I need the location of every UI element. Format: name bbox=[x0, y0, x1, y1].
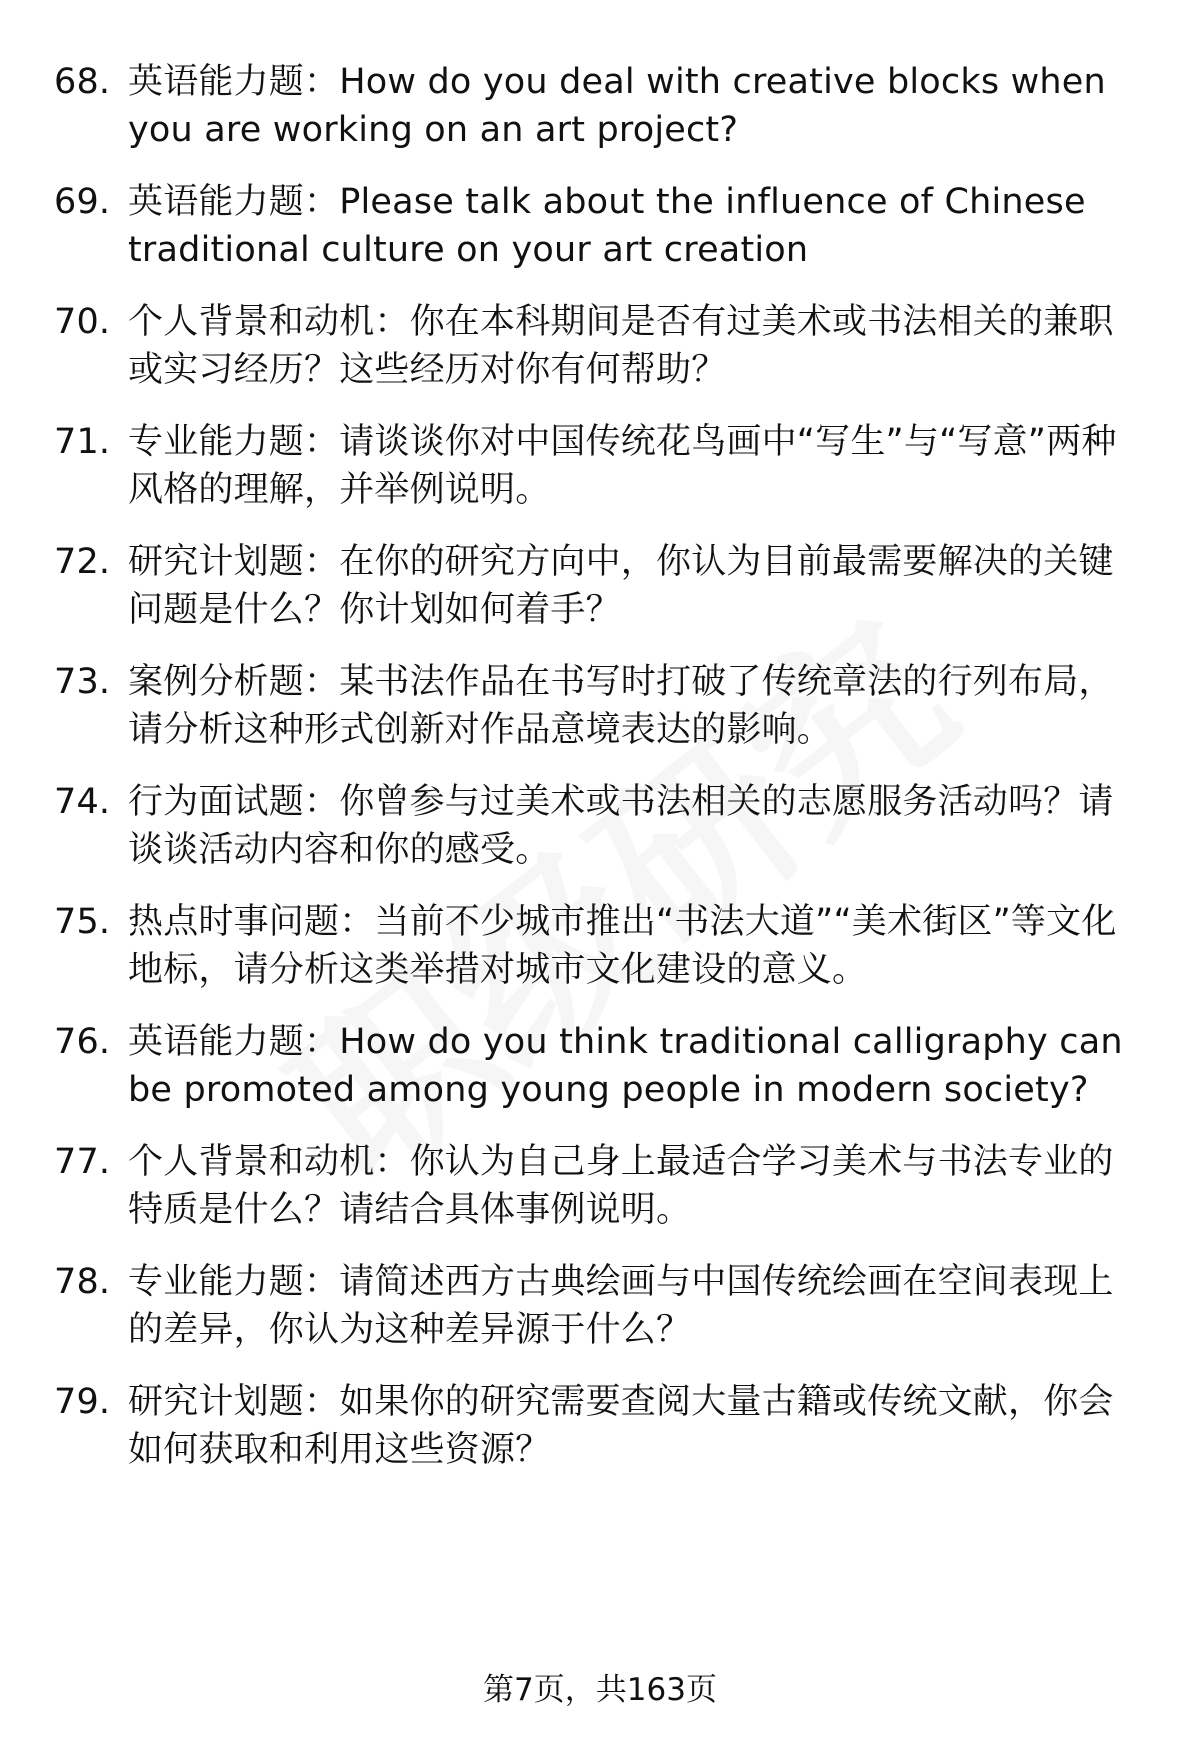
question-number: 76. bbox=[54, 1022, 111, 1062]
question-item bbox=[0, 58, 1200, 154]
question-item bbox=[0, 658, 1200, 754]
question-item bbox=[0, 178, 1200, 274]
question-number: 79. bbox=[54, 1382, 111, 1422]
page-footer bbox=[0, 1668, 1200, 1712]
question-item bbox=[0, 898, 1200, 994]
question-text: 研究计划题：如果你的研究需要查阅大量古籍或传统文献，你会如何获取和利用这些资源？ bbox=[128, 1382, 1114, 1470]
question-text: 研究计划题：在你的研究方向中，你认为目前最需要解决的关键问题是什么？你计划如何着手？ bbox=[128, 542, 1114, 630]
question-number: 69. bbox=[54, 182, 111, 222]
question-item bbox=[0, 778, 1200, 874]
question-number: 68. bbox=[54, 62, 111, 102]
question-item bbox=[0, 1258, 1200, 1354]
question-text: 个人背景和动机：你在本科期间是否有过美术或书法相关的兼职或实习经历？这些经历对你有何帮助？ bbox=[128, 302, 1114, 390]
question-text: 个人背景和动机：你认为自己身上最适合学习美术与书法专业的特质是什么？请结合具体事例说明。 bbox=[128, 1142, 1114, 1230]
question-text: 行为面试题：你曾参与过美术或书法相关的志愿服务活动吗？请谈谈活动内容和你的感受。 bbox=[128, 782, 1114, 870]
question-number: 78. bbox=[54, 1262, 111, 1302]
question-item bbox=[0, 418, 1200, 514]
question-text: 英语能力题：Please talk about the influence of Chinese traditional culture on your art creation bbox=[128, 182, 1086, 270]
question-number: 73. bbox=[54, 662, 111, 702]
question-item bbox=[0, 538, 1200, 634]
question-item bbox=[0, 1138, 1200, 1234]
question-text: 热点时事问题：当前不少城市推出“书法大道”“美术街区”等文化地标，请分析这类举措对城市文化建设的意义。 bbox=[128, 902, 1117, 990]
page-number-label: 第7页，共163页 bbox=[483, 1672, 717, 1708]
question-item bbox=[0, 1018, 1200, 1114]
question-number: 77. bbox=[54, 1142, 111, 1182]
question-text: 专业能力题：请简述西方古典绘画与中国传统绘画在空间表现上的差异，你认为这种差异源于什么？ bbox=[128, 1262, 1114, 1350]
question-item bbox=[0, 298, 1200, 394]
question-number: 74. bbox=[54, 782, 111, 822]
question-number: 72. bbox=[54, 542, 111, 582]
question-text: 英语能力题：How do you think traditional calligraphy can be promoted among young people in modern society? bbox=[128, 1022, 1123, 1110]
question-text: 专业能力题：请谈谈你对中国传统花鸟画中“写生”与“写意”两种风格的理解，并举例说明。 bbox=[128, 422, 1117, 510]
question-list bbox=[0, 58, 1200, 1498]
question-text: 案例分析题：某书法作品在书写时打破了传统章法的行列布局，请分析这种形式创新对作品意境表达的影响。 bbox=[128, 662, 1114, 750]
question-item bbox=[0, 1378, 1200, 1474]
question-text: 英语能力题：How do you deal with creative blocks when you are working on an art project? bbox=[128, 62, 1106, 150]
question-number: 71. bbox=[54, 422, 111, 462]
question-number: 75. bbox=[54, 902, 111, 942]
question-number: 70. bbox=[54, 302, 111, 342]
